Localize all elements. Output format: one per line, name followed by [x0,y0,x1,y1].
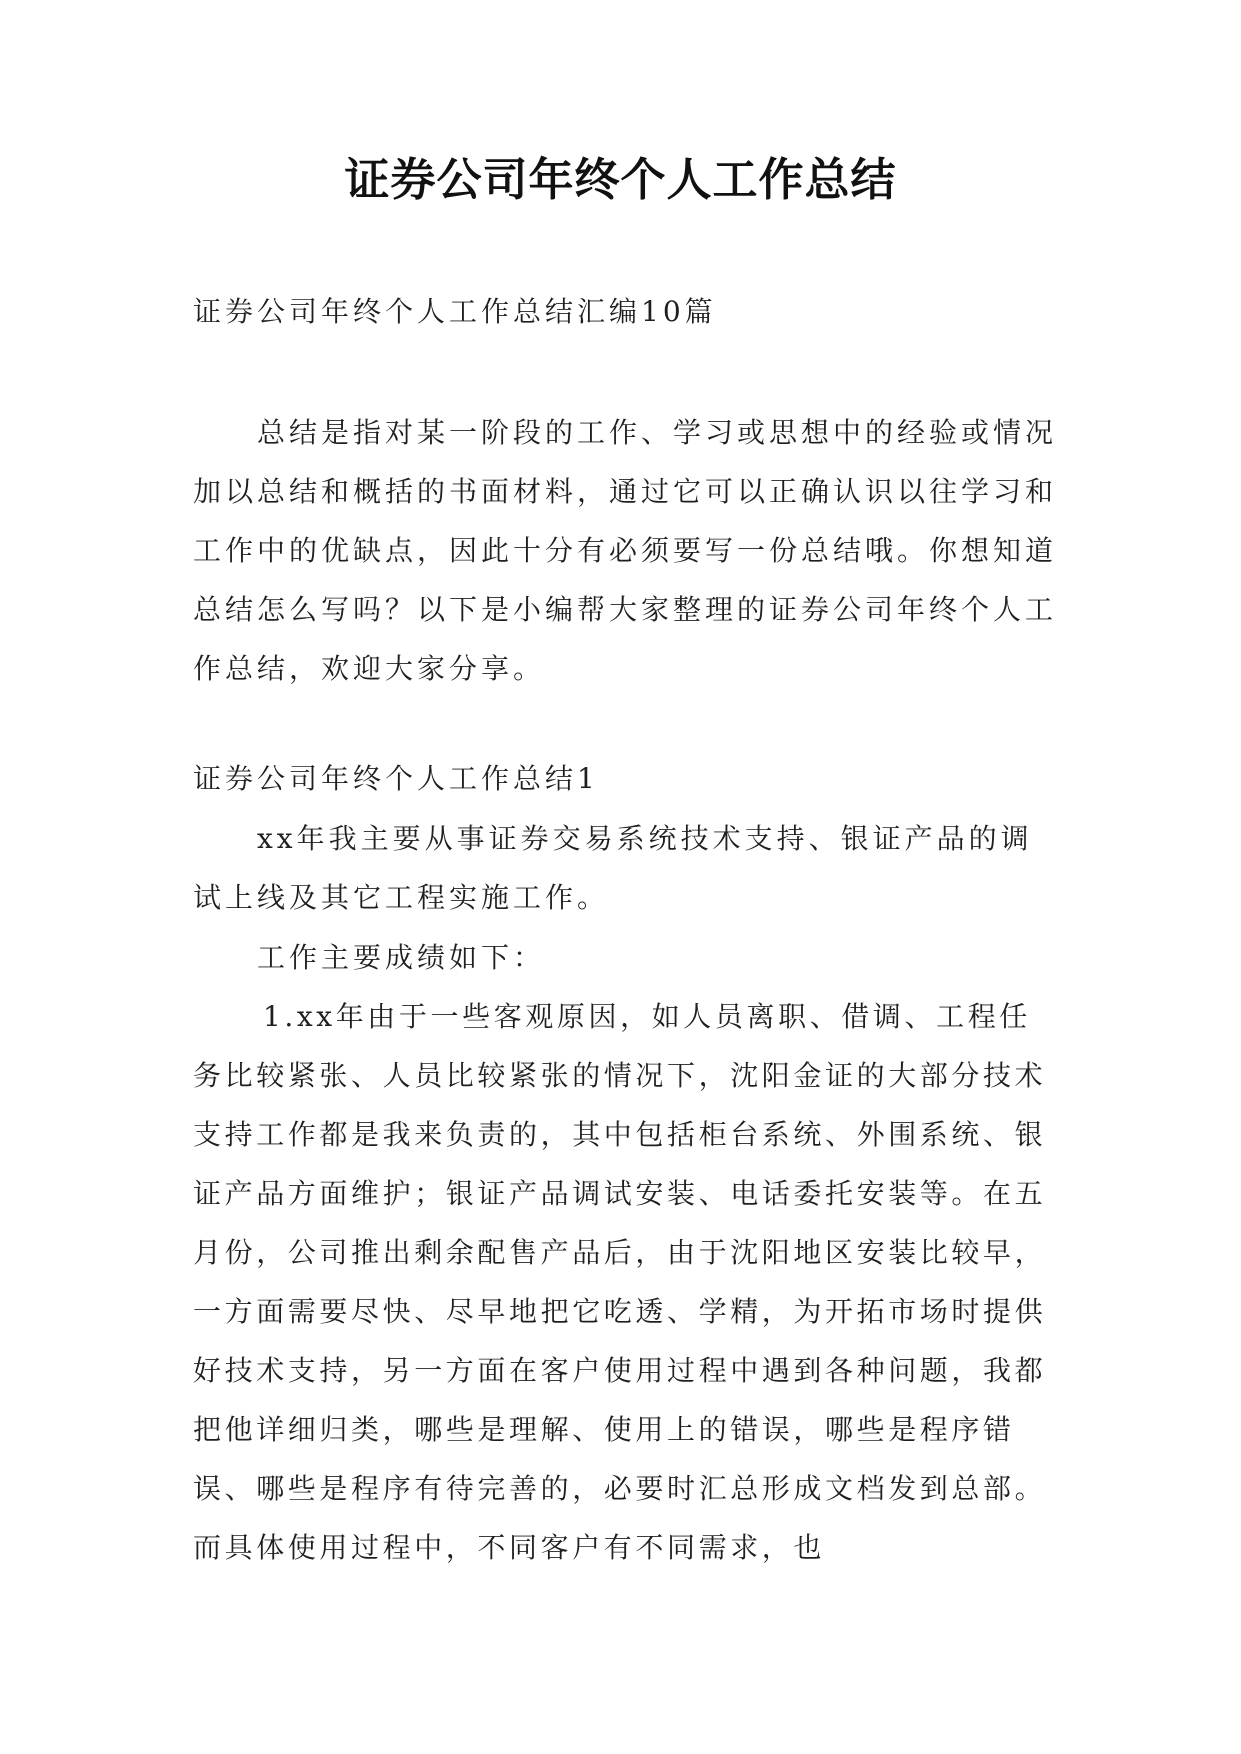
body-paragraph: 1.xx年由于一些客观原因，如人员离职、借调、工程任务比较紧张、人员比较紧张的情况下，沈阳金证的大部分技术支持工作都是我来负责的，其中包括柜台系统、外围系统、银证产品方面维护；银证产品调试安装、电话委托安装等。在五月份，公司推出剩余配售产品后，由于沈阳地区安装比较早，一方面需要尽快、尽早地把它吃透、学精，为开拓市场时提供好技术支持，另一方面在客户使用过程中遇到各种问题，我都把他详细归类，哪些是理解、使用上的错误，哪些是程序错误、哪些是程序有待完善的，必要时汇总形成文档发到总部。而具体使用过程中，不同客户有不同需求，也 [193,1000,1047,1564]
intro-paragraph: 总结是指对某一阶段的工作、学习或思想中的经验或情况加以总结和概括的书面材料，通过它可以正确认识以往学习和工作中的优缺点，因此十分有必须要写一份总结哦。你想知道总结怎么写吗？以下是小编帮大家整理的证券公司年终个人工作总结，欢迎大家分享。 [193,416,1058,685]
document-subtitle: 证券公司年终个人工作总结汇编10篇 [193,295,717,328]
body-paragraph: xx年我主要从事证券交易系统技术支持、银证产品的调试上线及其它工程实施工作。 [193,822,1033,914]
document-title: 证券公司年终个人工作总结 [344,153,897,206]
section-heading: 证券公司年终个人工作总结1 [193,762,599,795]
body-paragraph: 工作主要成绩如下： [257,941,546,974]
